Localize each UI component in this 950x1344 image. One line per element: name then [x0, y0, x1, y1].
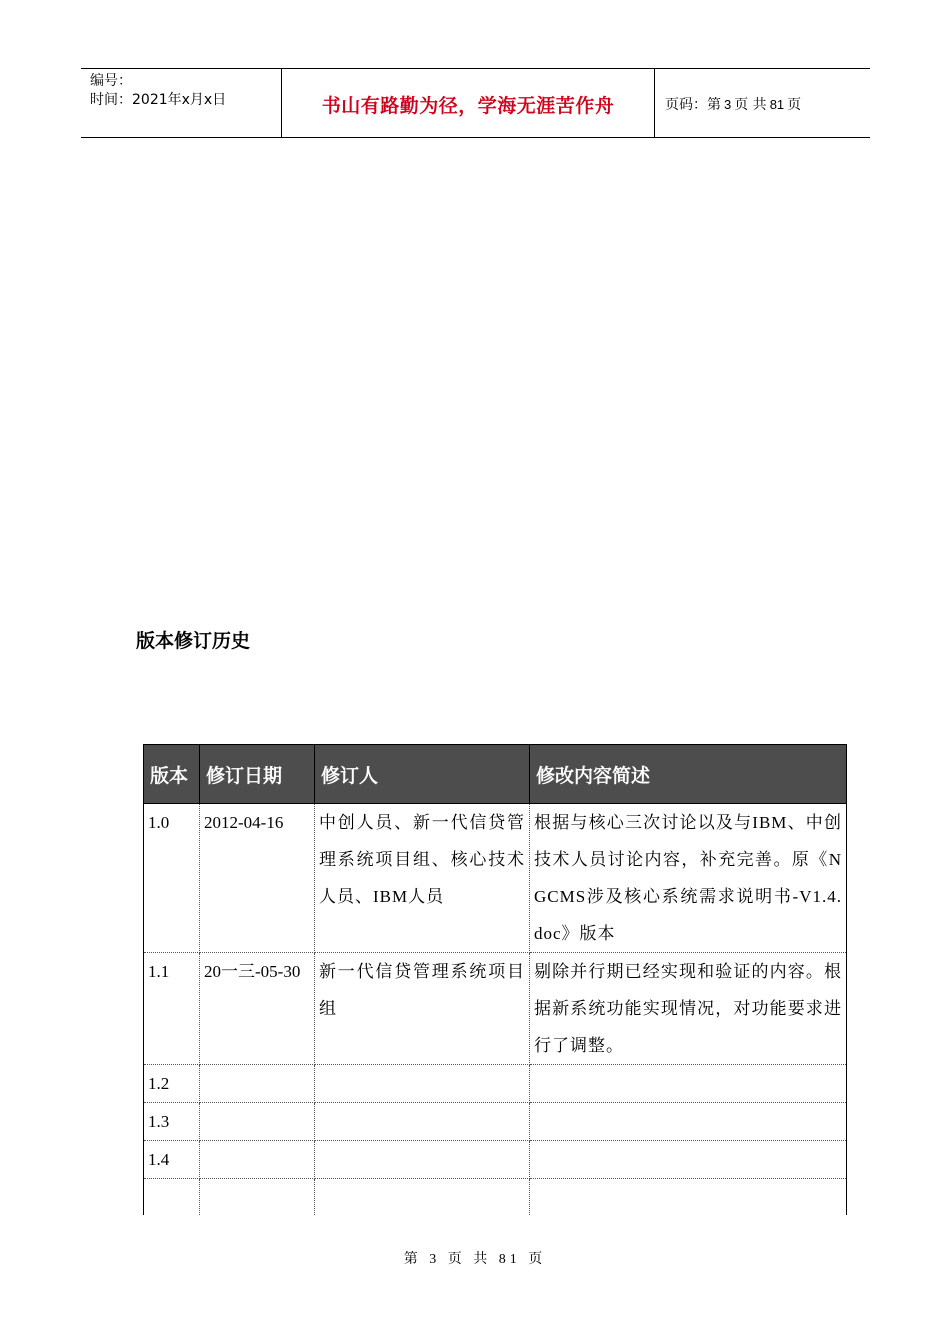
table-row [144, 1103, 847, 1141]
header-time-label: 时间：2021年x月x日 [90, 92, 227, 108]
cell-content [530, 1141, 847, 1179]
table-row [144, 1141, 847, 1179]
cell-date [200, 1065, 315, 1103]
header-page-prefix: 页码：第 [665, 97, 721, 113]
cell-reviser: 新一代信贷管理系统项目组 [315, 953, 530, 1065]
cell-version: 1.3 [144, 1103, 200, 1141]
cell-version: 1.0 [144, 804, 200, 953]
cell-content [530, 1103, 847, 1141]
cell-content: 根据与核心三次讨论以及与IBM、中创技术人员讨论内容，补充完善。原《NGCMS涉及核心系统需求说明书-V1.4.doc》版本 [530, 804, 847, 953]
header-page-suffix: 页 [787, 97, 802, 113]
cell-date [200, 1103, 315, 1141]
header-motto: 书山有路勤为径，学海无涯苦作舟 [321, 95, 615, 117]
cell-reviser [315, 1179, 530, 1216]
cell-content [530, 1065, 847, 1103]
cell-reviser: 中创人员、新一代信贷管理系统项目组、核心技术人员、IBM人员 [315, 804, 530, 953]
header-date: 修订日期 [200, 745, 315, 804]
table-row [144, 953, 847, 1065]
header-reviser: 修订人 [315, 745, 530, 804]
cell-version: 1.2 [144, 1065, 200, 1103]
cell-reviser [315, 1103, 530, 1141]
header-divider [654, 69, 655, 137]
revision-history-table [143, 744, 847, 1215]
cell-reviser [315, 1141, 530, 1179]
header-version: 版本 [144, 745, 200, 804]
header-page-mid: 页 共 [734, 97, 767, 113]
cell-version: 1.1 [144, 953, 200, 1065]
cell-date: 2012-04-16 [200, 804, 315, 953]
section-title: 版本修订历史 [136, 630, 251, 652]
header-page-total: 81 [769, 97, 785, 112]
cell-version: 1.4 [144, 1141, 200, 1179]
cell-content [530, 1179, 847, 1216]
page-header [81, 68, 870, 138]
table-row [144, 1179, 847, 1216]
header-page-info [665, 94, 801, 114]
cell-reviser [315, 1065, 530, 1103]
cell-content: 剔除并行期已经实现和验证的内容。根据新系统功能实现情况，对功能要求进行了调整。 [530, 953, 847, 1065]
header-number-label: 编号： [90, 73, 132, 89]
table-header-row [144, 745, 847, 804]
header-page-current: 3 [724, 97, 732, 112]
header-meta [90, 72, 226, 110]
table-row [144, 1065, 847, 1103]
table-row [144, 804, 847, 953]
page-footer: 第 3 页 共 81 页 [403, 1252, 547, 1267]
cell-date: 20一三-05-30 [200, 953, 315, 1065]
cell-date [200, 1179, 315, 1216]
cell-date [200, 1141, 315, 1179]
header-content: 修改内容简述 [530, 745, 847, 804]
cell-version [144, 1179, 200, 1216]
